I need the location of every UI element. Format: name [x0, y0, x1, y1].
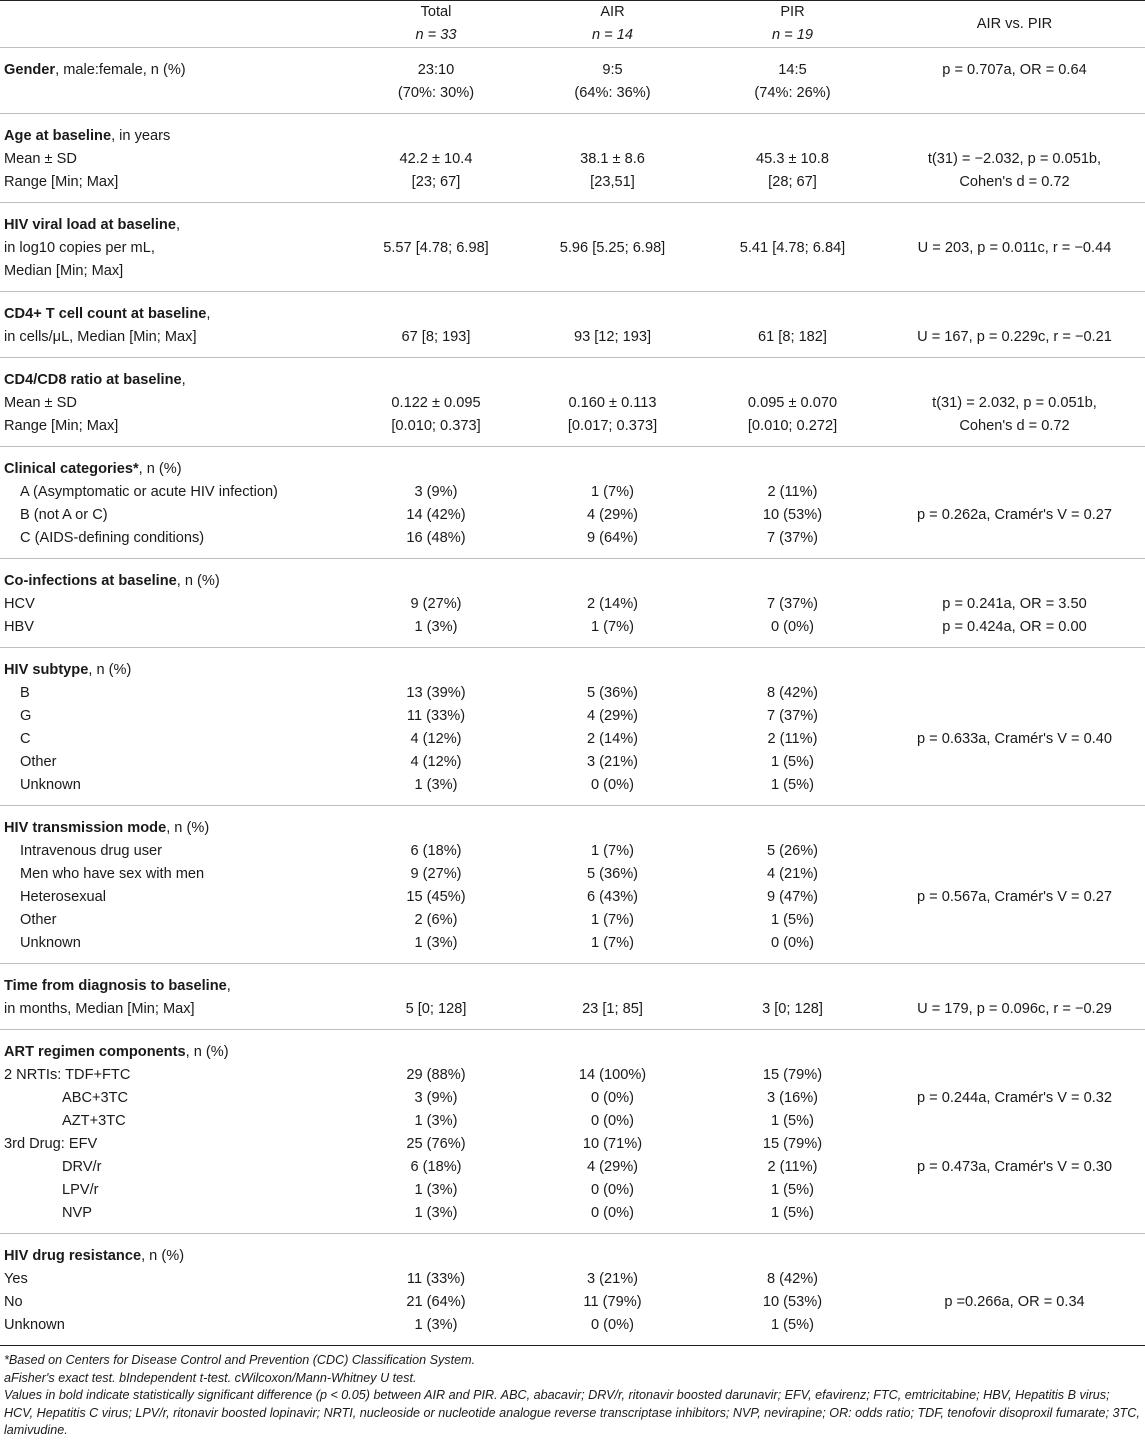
- subtype-unknown-pir: 1 (5%): [701, 774, 884, 806]
- clin-a-air: 1 (7%): [591, 484, 634, 500]
- table-row: [0, 774, 1145, 806]
- age-pir-range: [28; 67]: [701, 171, 884, 203]
- ratio-air-range: [0.017; 0.373]: [524, 415, 701, 447]
- subtype-label: HIV subtype, n (%): [4, 662, 132, 678]
- clin-title-row: [0, 447, 1145, 482]
- header-empty: [0, 1, 348, 48]
- trans-other-label: Other: [20, 912, 57, 928]
- subtype-c-label: C: [20, 731, 31, 747]
- cd4-stat: U = 167, p = 0.229c, r = −0.21: [884, 326, 1145, 358]
- trans-other-pir: 1 (5%): [771, 912, 814, 928]
- age-total-range: [23; 67]: [348, 171, 524, 203]
- subtype-unknown-label: Unknown: [0, 774, 348, 806]
- table-row: [0, 1156, 1145, 1179]
- clin-b-label: B (not A or C): [20, 507, 108, 523]
- table-row: [0, 1179, 1145, 1202]
- footnote-abbreviations: Values in bold indicate statistically significant difference (p < 0.05) between AIR and PIR. ABC, abacavir; DRV/r, ritonavir boosted darunavir; EFV, efavirenz; FTC, emtricitabine; HBV, Hepatitis B virus; HCV, Hepatitis C virus; LPV/r, ritonavir boosted lopinavir; NRTI, nucleoside or nucleotide analogue reverse transcriptase inhibitors; NVP, nevirapine; OR: odds ratio; TDF, tenofovir disoproxil fumarate; 3TC, lamivudine.: [4, 1388, 1140, 1437]
- art-third-4-air: 0 (0%): [524, 1202, 701, 1234]
- age-stat-1: t(31) = −2.032, p = 0.051b,: [927, 151, 1102, 167]
- resist-yes-total: 11 (33%): [406, 1271, 466, 1287]
- art-nrti-1-air: 14 (100%): [578, 1067, 647, 1083]
- table-header-row: [0, 1, 1145, 48]
- subtype-other-air: 3 (21%): [586, 754, 639, 770]
- time-air: 23 [1; 85]: [524, 998, 701, 1030]
- coinf-hcv-total: 9 (27%): [410, 596, 462, 612]
- table-footnotes: [0, 1346, 1145, 1440]
- subtype-other-label: Other: [20, 754, 57, 770]
- subtype-g-air: 4 (29%): [586, 708, 639, 724]
- cd4-air: 93 [12; 193]: [524, 326, 701, 358]
- gender-label: Gender, male:female, n (%): [4, 62, 186, 78]
- table-row: [0, 1291, 1145, 1314]
- footnote-cdc: *Based on Centers for Disease Control and Prevention (CDC) Classification System.: [4, 1353, 476, 1367]
- subtype-unknown-total: 1 (3%): [348, 774, 524, 806]
- art-third-2-air: 4 (29%): [586, 1159, 639, 1175]
- resist-title-row: [0, 1234, 1145, 1269]
- table-row: [0, 863, 1145, 886]
- table-row: [0, 751, 1145, 774]
- trans-hetero-air: 6 (43%): [586, 889, 639, 905]
- trans-idu-air: 1 (7%): [591, 843, 634, 859]
- art-third-3-total: 1 (3%): [414, 1182, 458, 1198]
- vl-median-label: Median [Min; Max]: [0, 260, 348, 292]
- trans-unknown-total: 1 (3%): [348, 932, 524, 964]
- resist-unknown-air: 0 (0%): [524, 1314, 701, 1346]
- art-third-2-label: DRV/r: [62, 1159, 102, 1175]
- clin-c-label: C (AIDS-defining conditions): [0, 527, 348, 559]
- subtype-b-label: B: [20, 685, 30, 701]
- art-third-1-total: 25 (76%): [406, 1136, 466, 1152]
- header-total: Total n = 33: [415, 4, 457, 43]
- clin-b-pir: 10 (53%): [762, 507, 823, 523]
- resist-yes-label: Yes: [4, 1271, 28, 1287]
- table-row: [0, 1087, 1145, 1110]
- subtype-g-pir: 7 (37%): [766, 708, 819, 724]
- trans-idu-pir: 5 (26%): [766, 843, 819, 859]
- subtype-g-label: G: [20, 708, 32, 724]
- trans-msm-air: 5 (36%): [586, 866, 639, 882]
- art-nrti-3-total: 1 (3%): [414, 1113, 458, 1129]
- ratio-air-mean: 0.160 ± 0.113: [568, 395, 657, 411]
- table-row: [0, 932, 1145, 964]
- art-nrti-1-pir: 15 (79%): [762, 1067, 823, 1083]
- subtype-other-total: 4 (12%): [410, 754, 462, 770]
- footnote-tests: aFisher's exact test. bIndependent t-test. cWilcoxon/Mann-Whitney U test.: [4, 1370, 417, 1385]
- resist-no-label: No: [4, 1294, 23, 1310]
- time-title-row: [0, 964, 1145, 999]
- vl-title-row: [0, 203, 1145, 238]
- art-nrti-stat: p = 0.244a, Cramér's V = 0.32: [916, 1090, 1113, 1106]
- vl-row: [0, 237, 1145, 260]
- gender-row: [0, 48, 1145, 83]
- clin-b-air: 4 (29%): [586, 507, 639, 523]
- coinf-hbv-total: 1 (3%): [348, 616, 524, 648]
- subtype-c-air: 2 (14%): [586, 731, 639, 747]
- resist-no-total: 21 (64%): [406, 1294, 466, 1310]
- table-row: [0, 481, 1145, 504]
- trans-msm-pir: 4 (21%): [766, 866, 819, 882]
- age-stat-2: Cohen's d = 0.72: [884, 171, 1145, 203]
- clin-a-total: 3 (9%): [414, 484, 458, 500]
- vl-label: HIV viral load at baseline,: [4, 217, 181, 233]
- gender-pir-pct: (74%: 26%): [701, 82, 884, 114]
- time-unit-label: in months, Median [Min; Max]: [0, 998, 348, 1030]
- gender-air-pct: (64%: 36%): [524, 82, 701, 114]
- gender-stat: p = 0.707a, OR = 0.64: [942, 62, 1087, 78]
- art-third-3-pir: 1 (5%): [771, 1182, 814, 1198]
- ratio-stat-2: Cohen's d = 0.72: [884, 415, 1145, 447]
- coinf-hbv-air: 1 (7%): [524, 616, 701, 648]
- header-comparison: AIR vs. PIR: [976, 15, 1053, 32]
- vl-stat: U = 203, p = 0.011c, r = −0.44: [917, 240, 1112, 256]
- coinf-title-row: [0, 559, 1145, 594]
- table-row: [0, 504, 1145, 527]
- coinf-hcv-stat: p = 0.241a, OR = 3.50: [942, 596, 1087, 612]
- art-nrti-2-air: 0 (0%): [591, 1090, 634, 1106]
- table-row: [0, 1314, 1145, 1346]
- art-third-2-total: 6 (18%): [410, 1159, 462, 1175]
- resist-no-air: 11 (79%): [583, 1294, 642, 1310]
- table-row: [0, 527, 1145, 559]
- clin-c-total: 16 (48%): [348, 527, 524, 559]
- ratio-pir-range: [0.010; 0.272]: [701, 415, 884, 447]
- trans-hetero-pir: 9 (47%): [766, 889, 819, 905]
- header-pir: PIR n = 19: [772, 4, 813, 43]
- art-nrti-1-total: 29 (88%): [406, 1067, 466, 1083]
- age-total-mean: 42.2 ± 10.4: [399, 151, 473, 167]
- trans-stat: p = 0.567a, Cramér's V = 0.27: [916, 889, 1113, 905]
- gender-total: 23:10: [417, 62, 455, 78]
- age-range-row: [0, 171, 1145, 203]
- coinf-hcv-pir: 7 (37%): [766, 596, 819, 612]
- time-row: [0, 998, 1145, 1030]
- cd4-total: 67 [8; 193]: [348, 326, 524, 358]
- ratio-range-row: [0, 415, 1145, 447]
- age-mean-label: Mean ± SD: [4, 151, 77, 167]
- table-row: [0, 1110, 1145, 1133]
- art-third-1-pir: 15 (79%): [762, 1136, 823, 1152]
- trans-unknown-pir: 0 (0%): [701, 932, 884, 964]
- clin-a-pir: 2 (11%): [767, 484, 818, 500]
- trans-title-row: [0, 806, 1145, 841]
- resist-unknown-pir: 1 (5%): [701, 1314, 884, 1346]
- clin-label: Clinical categories*, n (%): [4, 461, 182, 477]
- coinf-hbv-stat: p = 0.424a, OR = 0.00: [884, 616, 1145, 648]
- time-total: 5 [0; 128]: [348, 998, 524, 1030]
- trans-unknown-air: 1 (7%): [524, 932, 701, 964]
- clin-a-label: A (Asymptomatic or acute HIV infection): [20, 484, 278, 500]
- cd4-label: CD4+ T cell count at baseline,: [4, 306, 211, 322]
- art-nrti-3-label: AZT+3TC: [62, 1113, 126, 1129]
- art-third-2-pir: 2 (11%): [767, 1159, 818, 1175]
- resist-yes-air: 3 (21%): [586, 1271, 639, 1287]
- age-air-mean: 38.1 ± 8.6: [580, 151, 645, 167]
- art-nrti-2-total: 3 (9%): [414, 1090, 458, 1106]
- art-nrti-2-label: ABC+3TC: [62, 1090, 129, 1106]
- ratio-pir-mean: 0.095 ± 0.070: [747, 395, 838, 411]
- vl-pir: 5.41 [4.78; 6.84]: [739, 240, 846, 256]
- subtype-unknown-air: 0 (0%): [524, 774, 701, 806]
- cd4-pir: 61 [8; 182]: [701, 326, 884, 358]
- subtype-stat: p = 0.633a, Cramér's V = 0.40: [916, 731, 1113, 747]
- resist-label: HIV drug resistance, n (%): [4, 1248, 185, 1264]
- trans-other-air: 1 (7%): [591, 912, 634, 928]
- subtype-b-air: 5 (36%): [586, 685, 639, 701]
- age-air-range: [23,51]: [524, 171, 701, 203]
- coinf-hbv-pir: 0 (0%): [701, 616, 884, 648]
- clin-c-air: 9 (64%): [524, 527, 701, 559]
- cd4-row: [0, 326, 1145, 358]
- art-nrti-1-label: 2 NRTIs: TDF+FTC: [4, 1067, 131, 1083]
- table-row: [0, 616, 1145, 648]
- age-mean-row: [0, 148, 1145, 171]
- gender-row-2: [0, 82, 1145, 114]
- trans-hetero-total: 15 (45%): [406, 889, 466, 905]
- table-row: [0, 840, 1145, 863]
- subtype-c-total: 4 (12%): [410, 731, 462, 747]
- ratio-range-label: Range [Min; Max]: [0, 415, 348, 447]
- time-pir: 3 [0; 128]: [701, 998, 884, 1030]
- age-title-row: [0, 114, 1145, 149]
- gender-total-pct: (70%: 30%): [348, 82, 524, 114]
- trans-msm-label: Men who have sex with men: [20, 866, 205, 882]
- table-row: [0, 1202, 1145, 1234]
- subtype-other-pir: 1 (5%): [771, 754, 814, 770]
- ratio-label: CD4/CD8 ratio at baseline,: [4, 372, 186, 388]
- coinf-hcv-label: HCV: [4, 596, 35, 612]
- vl-median-row: [0, 260, 1145, 292]
- vl-unit-label: in log10 copies per mL,: [4, 240, 155, 256]
- ratio-title-row: [0, 358, 1145, 393]
- ratio-stat-1: t(31) = 2.032, p = 0.051b,: [932, 395, 1097, 411]
- trans-idu-label: Intravenous drug user: [20, 843, 162, 859]
- subtype-c-pir: 2 (11%): [767, 731, 818, 747]
- header-air: AIR n = 14: [592, 4, 633, 43]
- coinf-hbv-label: HBV: [0, 616, 348, 648]
- clin-c-pir: 7 (37%): [701, 527, 884, 559]
- art-third-4-total: 1 (3%): [348, 1202, 524, 1234]
- trans-msm-total: 9 (27%): [410, 866, 462, 882]
- resist-no-pir: 10 (53%): [762, 1294, 823, 1310]
- ratio-total-range: [0.010; 0.373]: [348, 415, 524, 447]
- coinf-hcv-air: 2 (14%): [586, 596, 639, 612]
- trans-other-total: 2 (6%): [414, 912, 458, 928]
- art-third-4-label: NVP: [0, 1202, 348, 1234]
- time-stat: U = 179, p = 0.096c, r = −0.29: [884, 998, 1145, 1030]
- cd4-title-row: [0, 292, 1145, 327]
- art-nrti-2-pir: 3 (16%): [766, 1090, 819, 1106]
- trans-label: HIV transmission mode, n (%): [4, 820, 210, 836]
- age-label: Age at baseline, in years: [4, 128, 171, 144]
- vl-air: 5.96 [5.25; 6.98]: [559, 240, 666, 256]
- age-range-label: Range [Min; Max]: [0, 171, 348, 203]
- trans-unknown-label: Unknown: [0, 932, 348, 964]
- art-third-3-label: LPV/r: [62, 1182, 99, 1198]
- age-pir-mean: 45.3 ± 10.8: [756, 151, 829, 167]
- art-title-row: [0, 1030, 1145, 1065]
- clin-stat: p = 0.262a, Cramér's V = 0.27: [916, 507, 1113, 523]
- table-row: [0, 1133, 1145, 1156]
- trans-hetero-label: Heterosexual: [20, 889, 106, 905]
- art-third-3-air: 0 (0%): [591, 1182, 634, 1198]
- vl-total: 5.57 [4.78; 6.98]: [383, 240, 489, 256]
- art-third-1-label: 3rd Drug: EFV: [4, 1136, 98, 1152]
- table-row: [0, 886, 1145, 909]
- table-row: [0, 682, 1145, 705]
- subtype-b-total: 13 (39%): [406, 685, 466, 701]
- ratio-mean-row: [0, 392, 1145, 415]
- trans-idu-total: 6 (18%): [410, 843, 462, 859]
- cd4-unit-label: in cells/μL, Median [Min; Max]: [0, 326, 348, 358]
- subtype-title-row: [0, 648, 1145, 683]
- art-nrti-3-air: 0 (0%): [591, 1113, 634, 1129]
- resist-yes-pir: 8 (42%): [766, 1271, 819, 1287]
- table-row: [0, 909, 1145, 932]
- art-third-4-pir: 1 (5%): [701, 1202, 884, 1234]
- coinf-label: Co-infections at baseline, n (%): [4, 573, 220, 589]
- table-row: [0, 1268, 1145, 1291]
- art-label: ART regimen components, n (%): [4, 1044, 229, 1060]
- table-row: [0, 593, 1145, 616]
- art-third-1-air: 10 (71%): [582, 1136, 643, 1152]
- art-nrti-3-pir: 1 (5%): [771, 1113, 814, 1129]
- table-row: [0, 1064, 1145, 1087]
- table-row: [0, 705, 1145, 728]
- resist-unknown-label: Unknown: [0, 1314, 348, 1346]
- clin-b-total: 14 (42%): [406, 507, 466, 523]
- gender-pir: 14:5: [778, 62, 807, 78]
- subtype-g-total: 11 (33%): [406, 708, 466, 724]
- table-row: [0, 728, 1145, 751]
- art-third-stat: p = 0.473a, Cramér's V = 0.30: [916, 1159, 1113, 1175]
- resist-unknown-total: 1 (3%): [348, 1314, 524, 1346]
- gender-air: 9:5: [602, 62, 623, 78]
- ratio-total-mean: 0.122 ± 0.095: [391, 395, 481, 411]
- subtype-b-pir: 8 (42%): [766, 685, 819, 701]
- time-label: Time from diagnosis to baseline,: [4, 978, 231, 994]
- resist-stat: p =0.266a, OR = 0.34: [944, 1294, 1085, 1310]
- ratio-mean-label: Mean ± SD: [4, 395, 77, 411]
